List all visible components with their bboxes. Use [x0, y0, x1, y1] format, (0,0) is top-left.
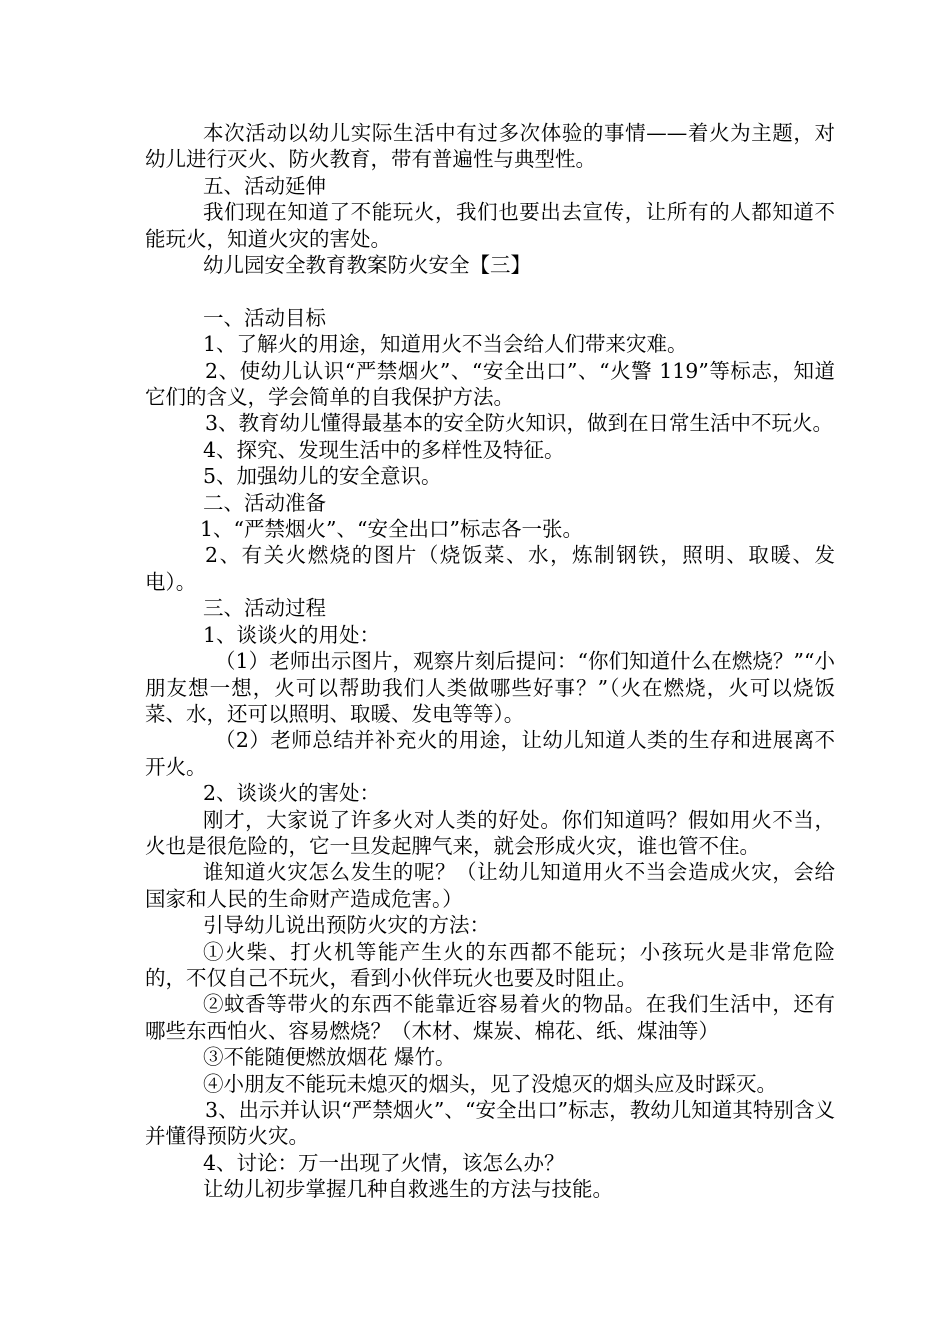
process-step-1: 1、谈谈火的用处：	[203, 622, 381, 647]
process-step-2-text-1: 刚才，大家说了许多火对人类的好处。你们知道吗？假如用火不当，火也是很危险的，它一旦发起脾气来，就会形成火灾，谁也管不住。	[145, 807, 835, 858]
prevention-item-1: ①火柴、打火机等能产生火的东西都不能玩；小孩玩火是非常危险的，不仅自己不玩火，看到小伙伴玩火也要及时阻止。	[145, 939, 835, 990]
prevention-item-4: ④小朋友不能玩未熄灭的烟头，见了没熄灭的烟头应及时踩灭。	[203, 1071, 777, 1096]
process-step-4: 4、讨论：万一出现了火情，该怎么办？	[203, 1150, 565, 1175]
prevention-item-2: ②蚊香等带火的东西不能靠近容易着火的物品。在我们生活中，还有哪些东西怕火、容易燃烧？（木材、煤炭、棉花、纸、煤油等）	[145, 992, 835, 1043]
goal-item-3: 3、教育幼儿懂得最基本的安全防火知识，做到在日常生活中不玩火。	[205, 411, 834, 436]
heading-activity-goals: 一、活动目标	[203, 305, 326, 330]
prevention-item-3: ③不能随便燃放烟花 爆竹。	[203, 1045, 456, 1070]
process-step-1-part-2: （2）老师总结并补充火的用途，让幼儿知道人类的生存和进展离不开火。	[145, 728, 835, 779]
prevention-intro: 引导幼儿说出预防火灾的方法：	[203, 913, 490, 938]
paragraph-extension: 我们现在知道了不能玩火，我们也要出去宣传，让所有的人都知道不能玩火，知道火灾的害处。	[145, 200, 835, 251]
process-step-3: 3、出示并认识“严禁烟火”、“安全出口”标志，教幼儿知道其特别含义并懂得预防火灾。	[145, 1098, 835, 1149]
goal-item-1: 1、了解火的用途，知道用火不当会给人们带来灾难。	[203, 332, 688, 357]
paragraph-intro: 本次活动以幼儿实际生活中有过多次体验的事情——着火为主题，对幼儿进行灭火、防火教育，带有普遍性与典型性。	[145, 121, 835, 172]
section-title: 幼儿园安全教育教案防火安全【三】	[203, 253, 531, 278]
prep-item-1: 1、“严禁烟火”、“安全出口”标志各一张。	[200, 517, 583, 542]
process-step-1-part-1: （1）老师出示图片，观察片刻后提问：“你们知道什么在燃烧？”“小朋友想一想，火可以帮助我们人类做哪些好事？”（火在燃烧，火可以烧饭菜、水，还可以照明、取暖、发电等等）。	[145, 649, 835, 726]
goal-item-5: 5、加强幼儿的安全意识。	[203, 464, 442, 489]
goal-item-2: 2、使幼儿认识“严禁烟火”、“安全出口”、“火警 119”等标志，知道它们的含义，学会简单的自我保护方法。	[145, 358, 835, 410]
heading-activity-prep: 二、活动准备	[203, 490, 326, 515]
process-step-2: 2、谈谈火的害处：	[203, 781, 381, 806]
goal-item-4: 4、探究、发现生活中的多样性及特征。	[203, 437, 565, 462]
prep-item-2: 2、有关火燃烧的图片（烧饭菜、水，炼制钢铁，照明、取暖、发电）。	[145, 543, 835, 594]
document-body	[145, 120, 835, 1203]
process-step-2-text-2: 谁知道火灾怎么发生的呢？（让幼儿知道用火不当会造成火灾，会给国家和人民的生命财产造成危害。）	[145, 860, 835, 911]
heading-activity-process: 三、活动过程	[203, 596, 326, 621]
process-step-4-text: 让幼儿初步掌握几种自救逃生的方法与技能。	[203, 1177, 613, 1202]
blank-line	[145, 278, 835, 304]
heading-activity-extension: 五、活动延伸	[203, 173, 326, 198]
